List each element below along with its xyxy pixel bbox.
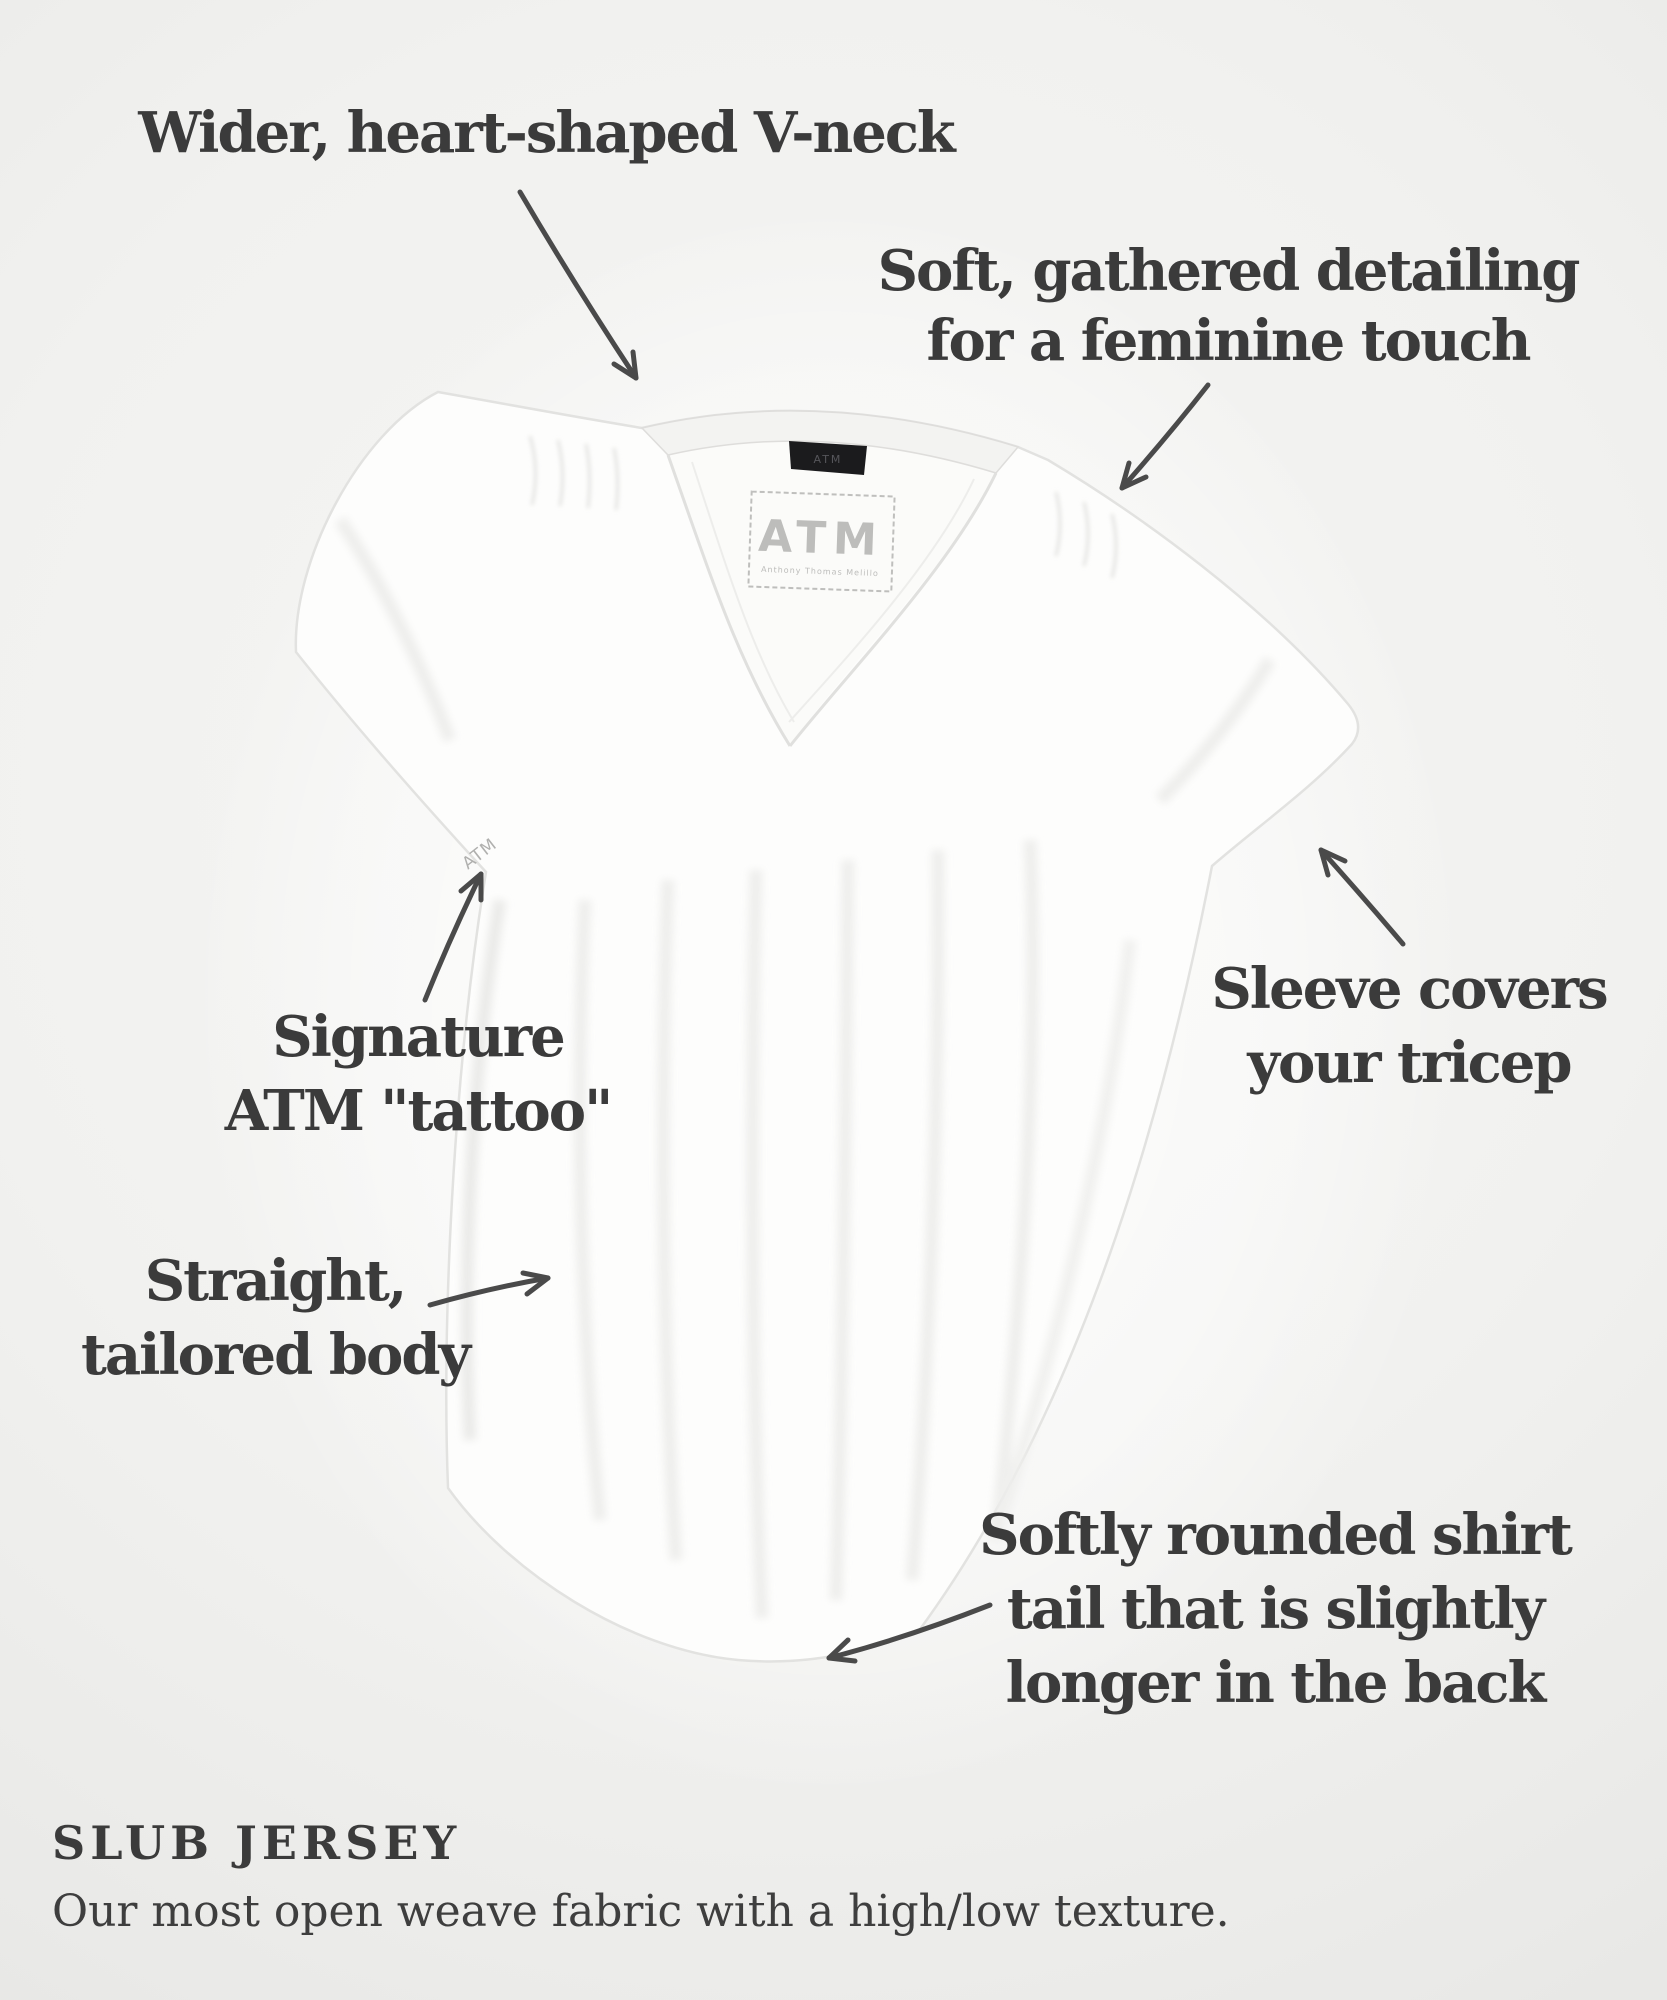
brand-stamp-logo: ATM [757, 510, 885, 567]
annotation-line: for a feminine touch [926, 308, 1530, 374]
annotation-line: Wider, heart-shaped V-neck [138, 100, 954, 166]
annotation-tattoo [225, 1000, 611, 1148]
annotation-line: tail that is slightly [1006, 1576, 1544, 1642]
annotation-line: ATM "tattoo" [224, 1078, 612, 1144]
annotation-line: Signature [272, 1004, 564, 1070]
annotation-tricep [1211, 952, 1606, 1100]
fabric-name-heading: SLUB JERSEY [52, 1816, 462, 1870]
annotation-vneck [138, 96, 953, 170]
fabric-description: Our most open weave fabric with a high/low texture. [52, 1886, 1230, 1937]
annotation-line: Softly rounded shirt [979, 1502, 1571, 1568]
annotation-line: Straight, [144, 1248, 406, 1314]
neck-tag-text: ATM [813, 453, 843, 466]
sleeve-tattoo-text: ATM [458, 834, 502, 874]
annotation-straight-body [81, 1244, 469, 1392]
annotation-line: Sleeve covers [1211, 956, 1607, 1022]
annotation-line: your tricep [1247, 1030, 1571, 1096]
annotation-line: longer in the back [1005, 1650, 1545, 1716]
brand-stamp-subtext: Anthony Thomas Melillo [760, 564, 879, 579]
annotation-gathered [878, 236, 1579, 376]
annotation-line: Soft, gathered detailing [877, 238, 1579, 304]
annotation-line: tailored body [80, 1322, 470, 1388]
annotation-shirt-tail [979, 1498, 1571, 1720]
